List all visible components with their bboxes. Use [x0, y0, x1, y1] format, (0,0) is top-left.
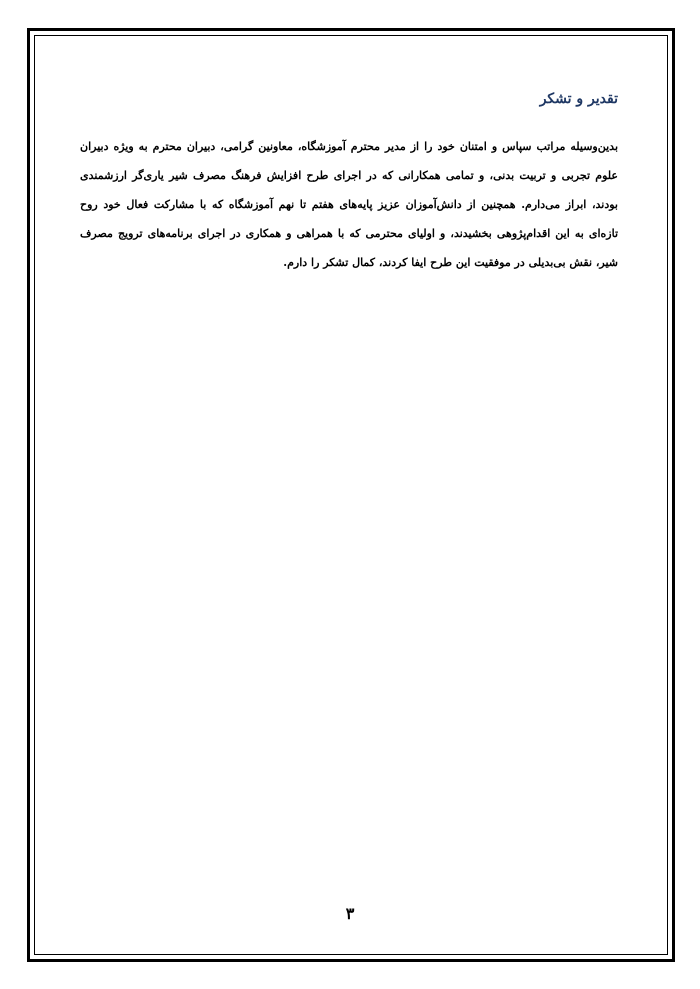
acknowledgement-paragraph: بدین‌وسیله مراتب سپاس و امتنان خود را از مدیر محترم آموزشگاه، معاونین گرامی، دبیران محترم به ویژه دبیران علوم تجربی و تربیت بدنی، و تمامی همکارانی که در اجرای طرح افزایش فرهنگ مصرف شیر یاری‌گر ارزشمندی بودند، ابراز می‌دارم. همچنین از دانش‌آموزان عزیز پایه‌های هفتم تا نهم آموزشگاه که با مشارکت فعال خود روح تازه‌ای به این اقدام‌پژوهی بخشیدند، و اولیای محترمی که با همراهی و همکاری در اجرای برنامه‌های ترویج مصرف شیر، نقش بی‌بدیلی در موفقیت این طرح ایفا کردند، کمال تشکر را دارم.: [80, 140, 618, 269]
page-content: [80, 86, 618, 277]
page-heading: تقدیر و تشکر: [539, 91, 618, 107]
page-number: ۳: [345, 904, 355, 923]
